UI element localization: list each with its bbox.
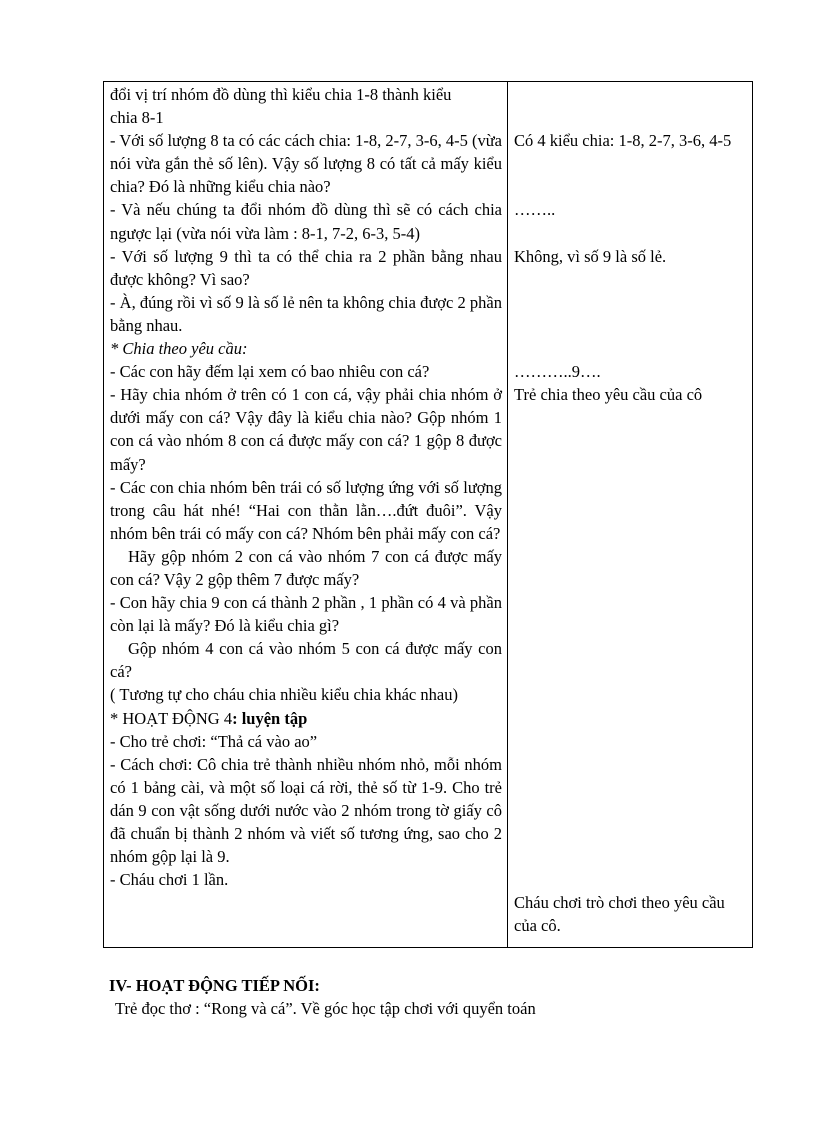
paragraph: - Hãy chia nhóm ở trên có 1 con cá, vậy phải chia nhóm ở dưới mấy con cá? Vậy đây là kiểu chia nào? Gộp nhóm 1 con cá vào nhóm 8 con cá được mấy con cá? 1 gộp 8 được mấy?: [110, 385, 502, 474]
paragraph: - Và nếu chúng ta đổi nhóm đồ dùng thì sẽ có cách chia ngược lại (vừa nói vừa làm : 8-1, 7-2, 6-3, 5-4): [110, 200, 502, 243]
child-activities-column: [514, 83, 748, 937]
paragraph: đổi vị trí nhóm đồ dùng thì kiểu chia 1-8 thành kiểu: [110, 85, 452, 104]
section-title: IV- HOẠT ĐỘNG TIẾP NỐI:: [109, 976, 320, 995]
paragraph: - Với số lượng 8 ta có các cách chia: 1-8, 2-7, 3-6, 4-5 (vừa nói vừa gắn thẻ số lên). Vậy số lượng 8 có tất cả mấy kiểu chia? Đó là những kiểu chia nào?: [110, 131, 502, 197]
paragraph: - Các con hãy đếm lại xem có bao nhiêu con cá?: [110, 362, 430, 382]
activity-4-label: * HOẠT ĐỘNG 4: [110, 708, 233, 728]
lesson-table: [103, 81, 753, 948]
answer-item: ……..: [514, 200, 556, 220]
paragraph: - Với số lượng 9 thì ta có thể chia ra 2 phần bằng nhau được không? Vì sao?: [110, 246, 502, 289]
paragraph: Gộp nhóm 4 con cá vào nhóm 5 con cá được mấy con cá?: [110, 639, 502, 682]
paragraph: - Cho trẻ chơi: “Thả cá vào ao”: [110, 731, 318, 751]
answer-item: Không, vì số 9 là số lẻ.: [514, 246, 667, 266]
next-activity-section: [109, 974, 749, 1020]
paragraph: ( Tương tự cho cháu chia nhiều kiểu chia khác nhau): [110, 685, 458, 705]
answer-item: Có 4 kiểu chia: 1-8, 2-7, 3-6, 4-5: [514, 131, 732, 151]
paragraph: - Con hãy chia 9 con cá thành 2 phần , 1 phần có 4 và phần còn lại là mấy? Đó là kiểu chia gì?: [110, 593, 502, 636]
paragraph: - Các con chia nhóm bên trái có số lượng ứng với số lượng trong câu hát nhé! “Hai con thằn lằn….đứt đuôi”. Vậy nhóm bên trái có mấy con cá? Nhóm bên phải mấy con cá?: [110, 477, 502, 543]
activity-4-title: : luyện tập: [232, 708, 308, 728]
answer-item: Trẻ chia theo yêu cầu của cô: [514, 385, 703, 405]
activity-4-heading: [110, 707, 502, 730]
section-heading-chia-theo-yeu-cau: * Chia theo yêu cầu:: [110, 339, 248, 359]
answer-item: ………..9….: [514, 362, 601, 382]
teacher-activities-column: [110, 83, 502, 891]
column-divider: [507, 82, 508, 947]
paragraph: chia 8-1: [110, 108, 164, 128]
paragraph: - À, đúng rồi vì số 9 là số lẻ nên ta không chia được 2 phần bằng nhau.: [110, 292, 502, 335]
answer-item: Cháu chơi trò chơi theo yêu cầu của cô.: [514, 893, 725, 936]
paragraph: - Cách chơi: Cô chia trẻ thành nhiều nhóm nhỏ, mỗi nhóm có 1 bảng cài, và một số loại cá rời, thẻ số từ 1-9. Cho trẻ dán 9 con vật sống dưới nước vào 2 nhóm trong tờ giấy cô đã chuẩn bị thành 2 nhóm và viết số tương ứng, sao cho 2 nhóm gộp lại là 9.: [110, 754, 502, 867]
paragraph: Hãy gộp nhóm 2 con cá vào nhóm 7 con cá được mấy con cá? Vậy 2 gộp thêm 7 được mấy?: [110, 546, 502, 589]
paragraph: - Cháu chơi 1 lần.: [110, 870, 229, 890]
section-body: Trẻ đọc thơ : “Rong và cá”. Về góc học tập chơi với quyển toán: [115, 999, 536, 1018]
